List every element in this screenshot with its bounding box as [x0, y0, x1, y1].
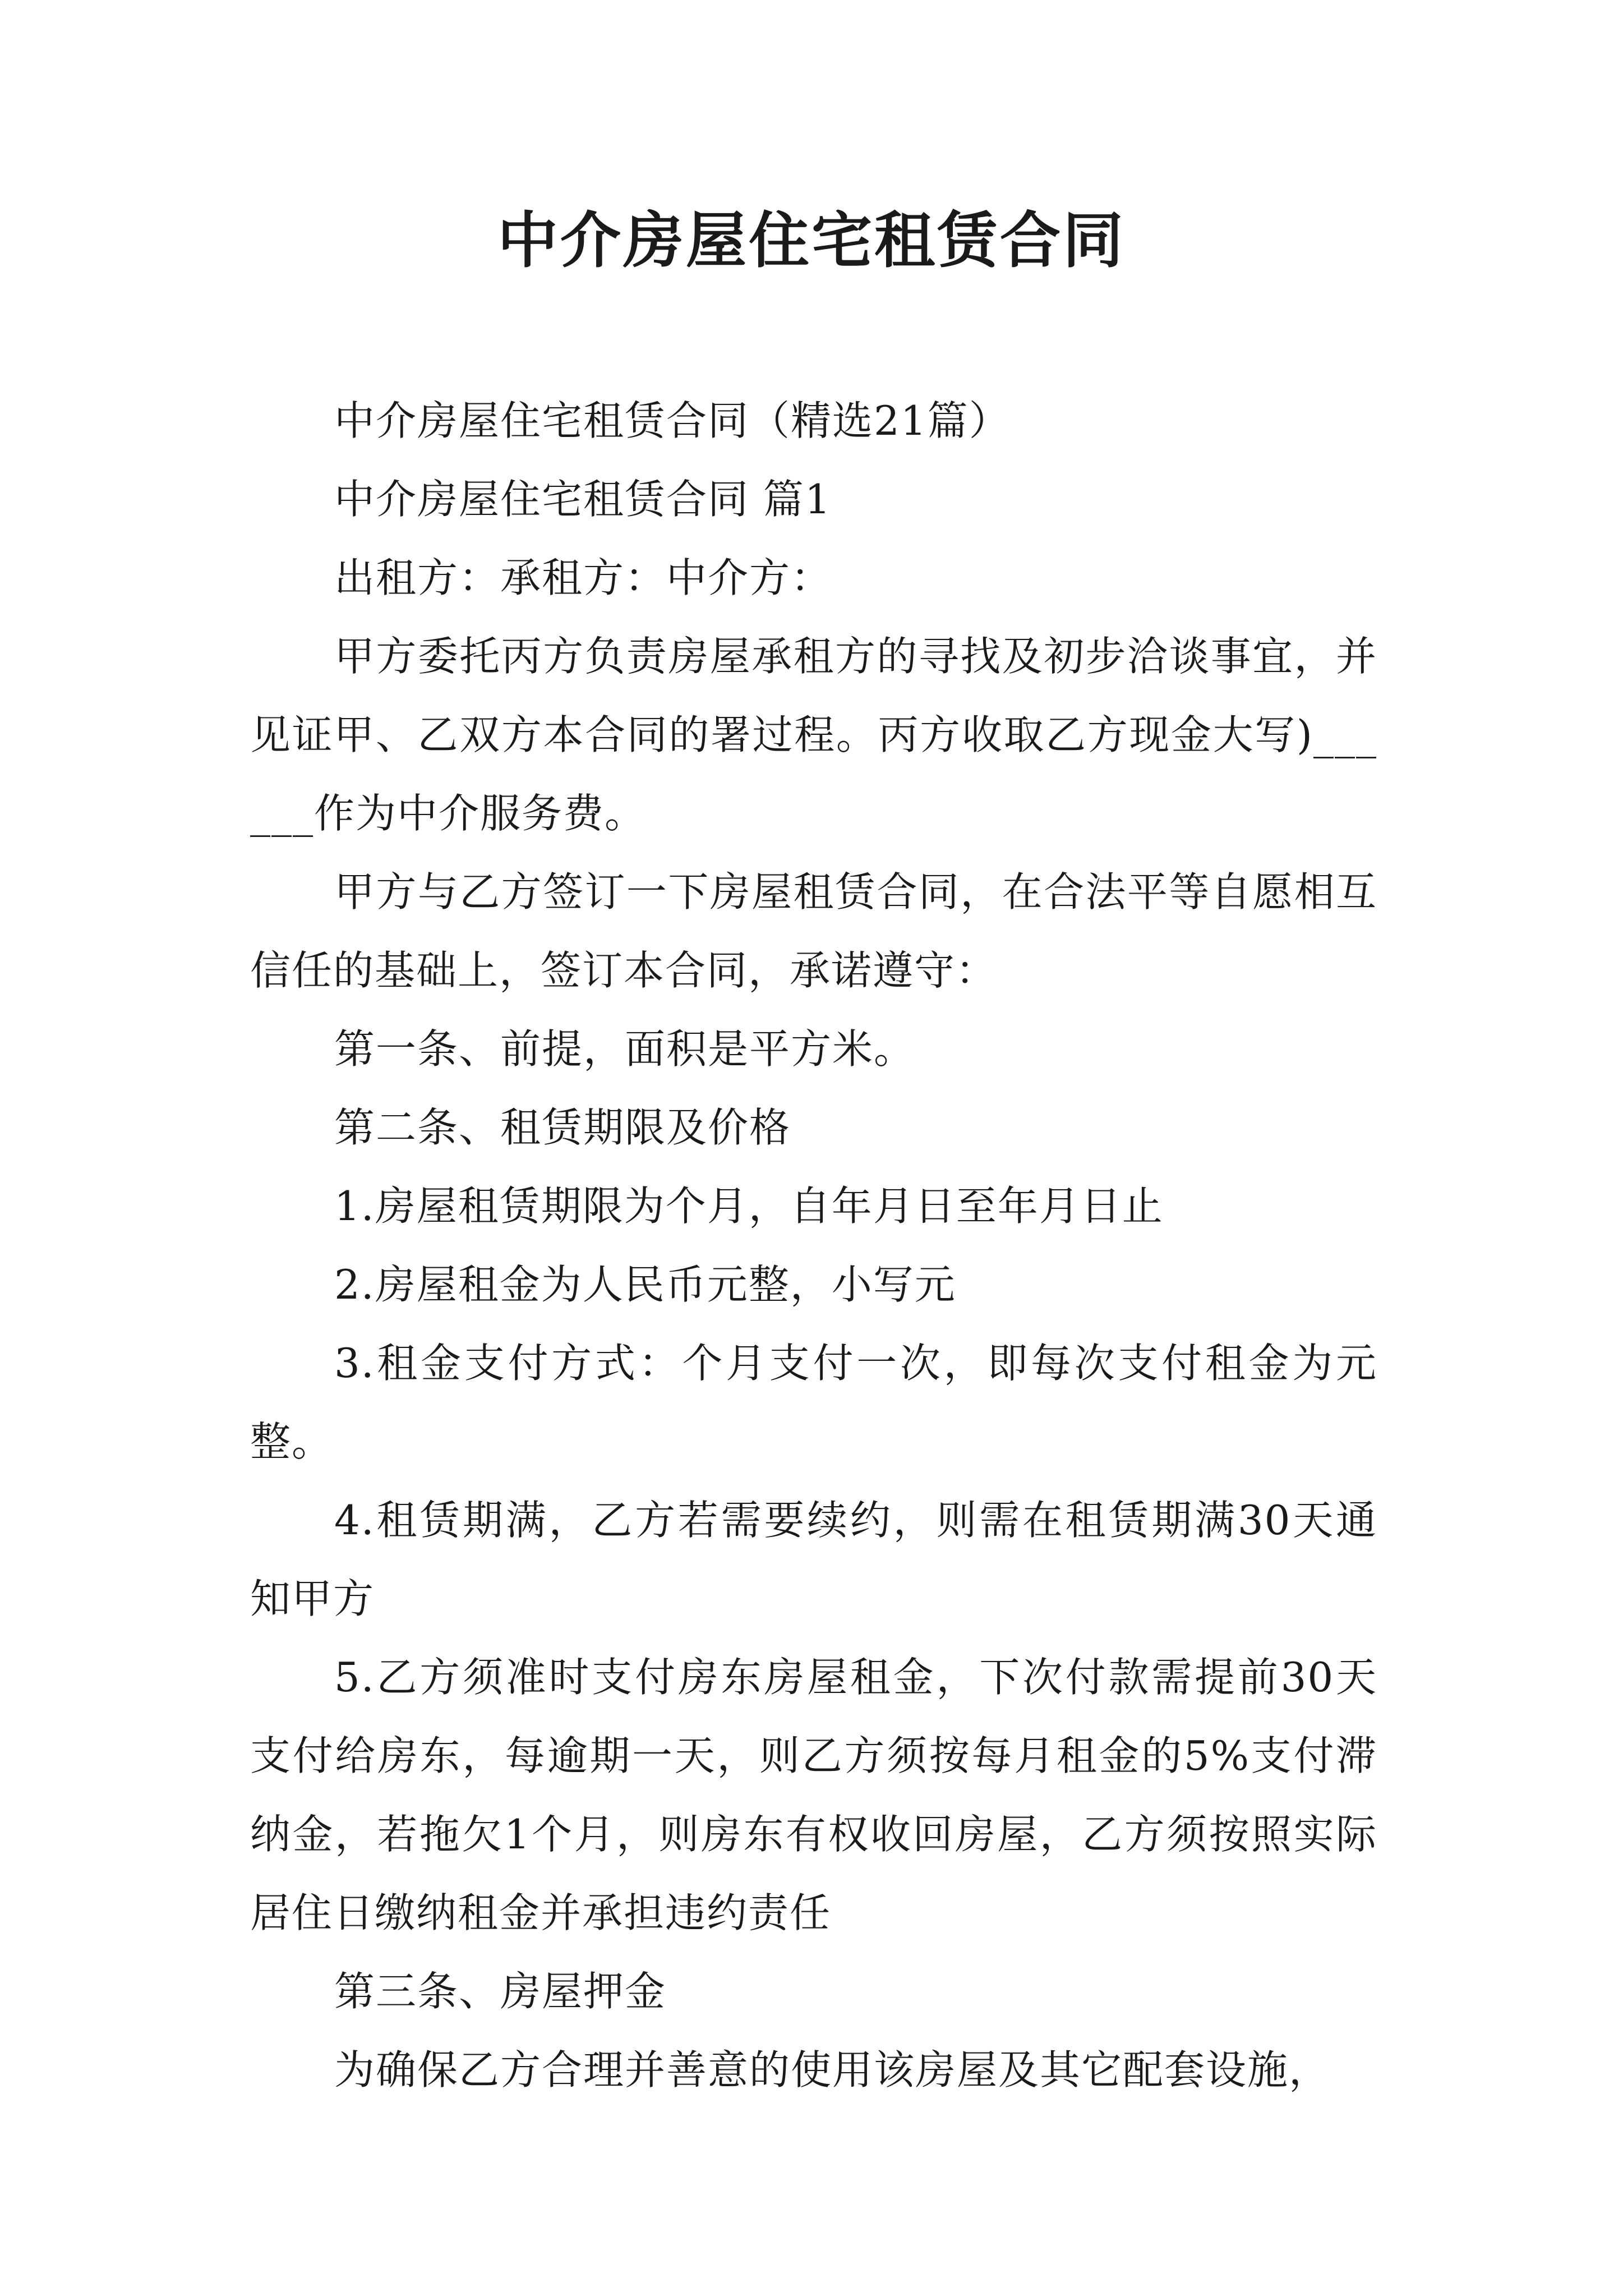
paragraph-article-2-heading: 第二条、租赁期限及价格	[334, 1104, 791, 1151]
paragraph-commission: 甲方委托丙方负责房屋承租方的寻找及初步洽谈事宜，并见证甲、乙双方本合同的署过程。丙方收取乙方现金大写)______作为中介服务费。	[250, 633, 1377, 837]
paragraph-item-3: 3.租金支付方式：个月支付一次，即每次支付租金为元整。	[250, 1340, 1377, 1465]
document-title: 中介房屋住宅租赁合同	[497, 206, 1126, 276]
paragraph-article-3-heading: 第三条、房屋押金	[334, 1968, 667, 2015]
paragraph-subtitle: 中介房屋住宅租赁合同（精选21篇）	[334, 397, 1011, 444]
paragraph-deposit: 为确保乙方合理并善意的使用该房屋及其它配套设施，	[334, 2046, 1331, 2093]
document-body	[250, 381, 1377, 2109]
paragraph-item-5: 5.乙方须准时支付房东房屋租金，下次付款需提前30天支付给房东，每逾期一天，则乙方须按每月租金的5%支付滞纳金，若拖欠1个月，则房东有权收回房屋，乙方须按照实际居住日缴纳租金并承担违约责任	[250, 1654, 1377, 1936]
paragraph-parties: 出租方：承租方：中介方：	[334, 554, 833, 601]
paragraph-item-2: 2.房屋租金为人民币元整，小写元	[334, 1261, 956, 1308]
paragraph-item-1: 1.房屋租赁期限为个月，自年月日至年月日止	[334, 1182, 1164, 1230]
paragraph-article-1: 第一条、前提，面积是平方米。	[334, 1025, 916, 1073]
paragraph-section-heading: 中介房屋住宅租赁合同 篇1	[334, 476, 832, 523]
paragraph-agreement: 甲方与乙方签订一下房屋租赁合同，在合法平等自愿相互信任的基础上，签订本合同，承诺遵守：	[250, 868, 1377, 994]
paragraph-item-4: 4.租赁期满，乙方若需要续约，则需在租赁期满30天通知甲方	[250, 1497, 1377, 1622]
